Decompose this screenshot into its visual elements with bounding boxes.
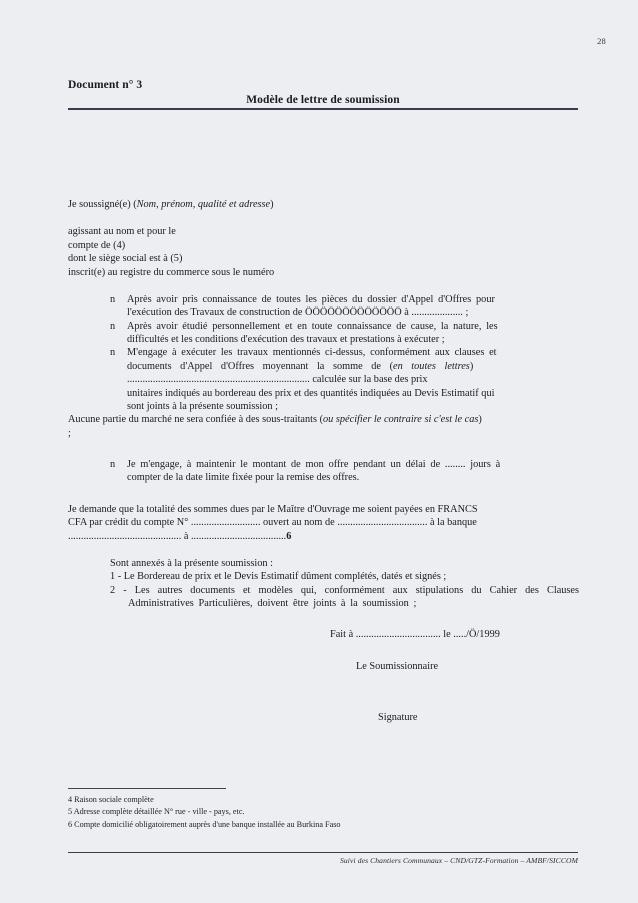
bullet-marker-icon: n <box>110 293 116 305</box>
bullet-2-line-1: Après avoir étudié personnellement et en toute connaissance de cause, la nature, les <box>127 320 498 332</box>
bullet-3-line-4: unitaires indiqués au bordereau des prix et des quantités indiquées au Devis Estimatif qui <box>127 387 495 399</box>
header-divider <box>68 108 578 110</box>
bullet-1-line-2: l'exécution des Travaux de construction de ÖÖÖÖÖÖÖÖÖÖÖÖÖ à .................... ; <box>127 307 469 319</box>
document-body <box>68 198 579 725</box>
annexes-intro: Sont annexés à la présente soumission : <box>110 557 274 569</box>
submitter-role: Le Soumissionnaire <box>356 660 439 672</box>
document-label: Document n° 3 <box>68 79 143 91</box>
footnotes-section <box>68 788 578 831</box>
subcontract-lead: Aucune partie du marché ne sera confiée à des sous-traitants ( <box>68 414 324 426</box>
bullet-item-4 <box>110 458 579 485</box>
bullet-3-line-5: sont joints à la présente soumission ; <box>127 400 279 412</box>
place-date-line: Fait à ................................. le ...../Ö/1999 <box>330 629 500 641</box>
payment-line-2: CFA par crédit du compte N° ........................... ouvert au nom de ................................... à la banque <box>68 517 477 529</box>
payment-line-3-wrap <box>68 530 579 543</box>
bullet-3-line-2-italic: en toutes lettres <box>393 360 470 372</box>
bullet-marker-icon: n <box>110 347 116 359</box>
bullet-marker-icon: n <box>110 320 116 332</box>
footnote-4: 4 Raison sociale complète <box>68 795 154 804</box>
bullet-marker-icon: n <box>110 459 116 470</box>
footer-divider <box>68 852 578 853</box>
page-footer <box>68 852 578 865</box>
bullet-3-line-2-tail: ) <box>469 360 474 372</box>
footnote-6: 6 Compte domicilié obligatoirement auprès d'une banque installée au Burkina Faso <box>68 819 341 829</box>
document-header <box>68 78 578 110</box>
subcontract-tail: ) <box>478 414 482 426</box>
payment-footnote-ref: 6 <box>286 530 292 542</box>
identity-line-1: agissant au nom et pour le <box>68 226 176 238</box>
annexes-item-1: 1 - Le Bordereau de prix et le Devis Estimatif dûment complétés, datés et signés ; <box>110 571 447 583</box>
page-number: 28 <box>597 36 606 46</box>
payment-line-1: Je demande que la totalité des sommes dues par le Maître d'Ouvrage me soient payées en FRANCS <box>68 503 478 515</box>
opening-lead: Je soussigné(e) ( <box>68 199 137 210</box>
bullet-2-line-2: difficultés et les conditions d'exécution des travaux et prestations à exécuter ; <box>127 334 445 345</box>
subcontract-italic: ou spécifier le contraire si c'est le cas <box>323 414 479 426</box>
identity-line-3: dont le siège social est à (5) <box>68 253 183 265</box>
opening-line <box>68 198 579 211</box>
bullet-1-text <box>127 293 579 320</box>
payment-line-3: ............................................ à ..................................... <box>68 530 287 542</box>
signature-label: Signature <box>378 712 418 724</box>
subcontract-paragraph <box>68 413 579 426</box>
footnote-5: 5 Adresse complète détaillée N° rue - ville - pays, etc. <box>68 807 245 817</box>
opening-italic: Nom, prénom, qualité et adresse <box>136 199 271 210</box>
bullet-item-3 <box>110 346 579 413</box>
identity-line-2: compte de (4) <box>68 239 126 251</box>
bullet-3-line-3: ....................................................................... calculée sur la base des prix <box>127 374 428 386</box>
bullet-item-1 <box>110 293 579 320</box>
opening-tail: ) <box>270 199 274 210</box>
bullet-3-text <box>127 346 579 413</box>
annexes-item-2: 2 - Les autres documents et modèles qui, conformément aux stipulations du Cahier des Clauses Administratives Particulières, doivent être joints à la soumission ; <box>110 584 579 609</box>
page-title: Modèle de lettre de soumission <box>246 94 400 107</box>
bullet-1-line-1: Après avoir pris connaissance de toutes les pièces du dossier d'Appel d'Offres pour <box>127 293 495 305</box>
annexes-block <box>110 557 579 611</box>
bullet-3-line-2: documents d'Appel d'Offres moyennant la somme de ( <box>127 360 393 372</box>
bullet-2-text <box>127 320 579 347</box>
bullet-4-line-2: compter de la date limite fixée pour la remise des offres. <box>127 472 360 484</box>
bullet-item-2 <box>110 320 579 347</box>
bullet-3-line-1: M'engage à exécuter les travaux mentionnés ci-dessus, conformément aux clauses et <box>127 347 497 359</box>
identity-line-4: inscrit(e) au registre du commerce sous le numéro <box>68 266 275 278</box>
footnote-divider <box>68 788 226 789</box>
bullet-4-line-1: Je m'engage, à maintenir le montant de mon offre pendant un délai de ........ jours à <box>127 459 501 470</box>
bullet-3-line-2-wrap <box>127 360 579 373</box>
footer-text: Suivi des Chantiers Communaux – CND/GTZ-Formation – AMBF/SICCOM <box>340 856 578 865</box>
signature-block <box>330 628 579 724</box>
subcontract-next-line: ; <box>68 427 71 439</box>
bullet-4-text <box>127 458 579 485</box>
